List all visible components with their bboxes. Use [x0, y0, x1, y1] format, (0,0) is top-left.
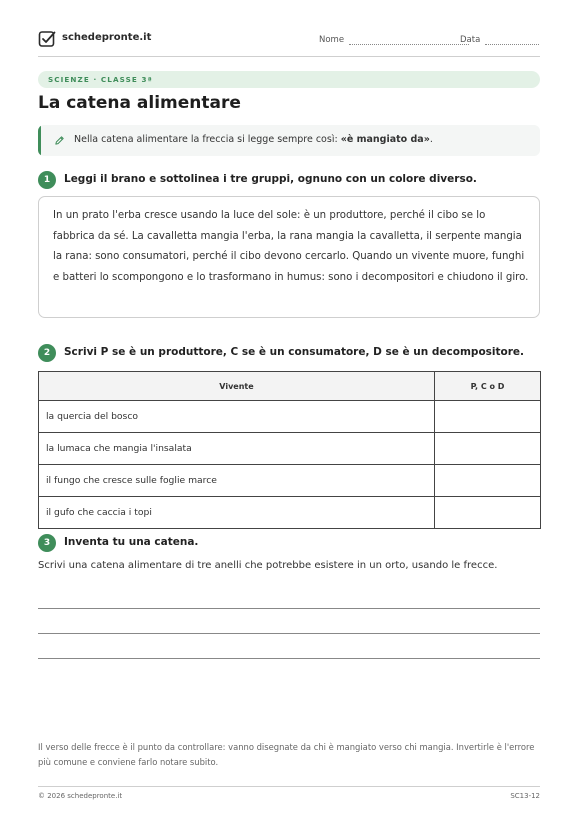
question-1-number: 1	[38, 171, 56, 189]
table-row	[39, 433, 541, 465]
column-header-answer: P, C o D	[435, 372, 541, 401]
answer-cell[interactable]	[435, 401, 541, 433]
name-label: Nome	[319, 35, 345, 45]
question-1-text: Leggi il brano e sottolinea i tre gruppi, ognuno con un colore diverso.	[64, 173, 477, 185]
table-row	[39, 401, 541, 433]
date-blank[interactable]	[485, 36, 539, 45]
page-footer	[38, 786, 540, 800]
date-field	[460, 35, 539, 45]
writing-line-3[interactable]	[38, 658, 540, 659]
name-blank[interactable]	[349, 36, 469, 45]
rule-note	[38, 125, 540, 156]
date-label: Data	[460, 35, 481, 45]
teacher-note: Il verso delle frecce è il punto da controllare: vanno disegnate da chi è mangiato verso chi mangia. Invertirle è l'errore più comune e conviene farlo notare subito.	[38, 742, 535, 767]
page-title: La catena alimentare	[38, 93, 241, 113]
reading-passage	[38, 196, 540, 318]
passage-text[interactable]: In un prato l'erba cresce usando la luce del sole: è un produttore, perché il cibo se lo fabbrica da sé. La cavalletta mangia l'erba, la rana mangia la cavalletta, il serpente mangia la rana: sono consumatori, perché il cibo devono cercarlo. Quando un vivente muore, funghi e batteri lo scompongono e lo trasformano in humus: sono i decompositori e chiudono il giro.	[53, 210, 529, 283]
question-3-instruction: Scrivi una catena alimentare di tre anelli che potrebbe esistere in un orto, usando le frecce.	[38, 560, 498, 571]
writing-line-2[interactable]	[38, 633, 540, 634]
classification-table	[38, 371, 541, 529]
organism-cell: il gufo che caccia i topi	[39, 497, 435, 529]
writing-line-1[interactable]	[38, 608, 540, 609]
subject-pill	[38, 71, 540, 88]
brand-name: schedepronte.it	[62, 32, 152, 43]
copyright: © 2026 schedepronte.it	[38, 792, 123, 800]
table-row	[39, 465, 541, 497]
column-header-living: Vivente	[39, 372, 435, 401]
table-row	[39, 497, 541, 529]
answer-cell[interactable]	[435, 497, 541, 529]
subject-pill-label: SCIENZE · CLASSE 3ª	[48, 75, 153, 84]
sheet-code: SC13-12	[510, 792, 540, 800]
organism-cell: la lumaca che mangia l'insalata	[39, 433, 435, 465]
question-2-number: 2	[38, 344, 56, 362]
note-emphasis: «è mangiato da»	[340, 134, 430, 145]
question-3-number: 3	[38, 534, 56, 552]
name-field	[319, 35, 469, 45]
note-text: Nella catena alimentare la freccia si legge sempre così: «è mangiato da».	[74, 134, 433, 145]
organism-cell: il fungo che cresce sulle foglie marce	[39, 465, 435, 497]
page-header	[38, 28, 540, 57]
pencil-icon	[54, 135, 65, 146]
checkbox-logo-icon	[38, 30, 56, 48]
note-accent-bar	[38, 125, 41, 156]
answer-cell[interactable]	[435, 433, 541, 465]
answer-cell[interactable]	[435, 465, 541, 497]
question-2-text: Scrivi P se è un produttore, C se è un consumatore, D se è un decompositore.	[64, 346, 525, 358]
question-3-text: Inventa tu una catena.	[64, 536, 199, 548]
table-header-row	[39, 372, 541, 401]
organism-cell: la quercia del bosco	[39, 401, 435, 433]
